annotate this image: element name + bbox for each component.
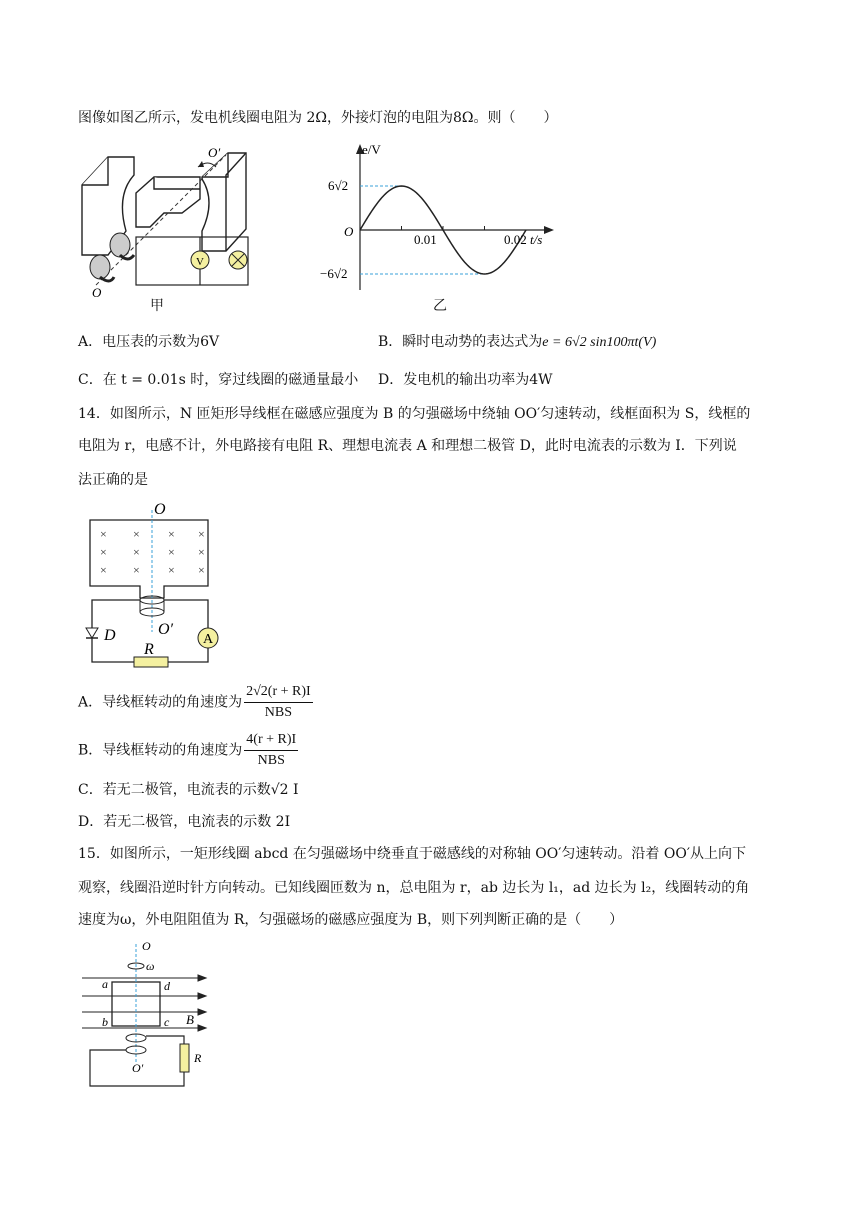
q14-label-a: A — [203, 632, 214, 647]
q14-label-o: O — [154, 502, 166, 518]
tick-label-neg: −6√2 — [320, 266, 348, 281]
q14-option-b — [78, 730, 298, 771]
q13-option-a: A．电压表的示数为6V — [78, 334, 220, 350]
q15-label-d: d — [164, 979, 170, 993]
label-o-prime: O′ — [208, 145, 221, 160]
q14-option-c: C．若无二极管，电流表的示数√2 I — [78, 782, 299, 798]
q15-label-a: a — [102, 977, 108, 991]
q14-option-a-prefix: A．导线框转动的角速度为 — [78, 694, 243, 711]
q13-option-b — [378, 332, 656, 353]
figure-yi-caption: 乙 — [433, 298, 447, 314]
field-cross-1-2: × — [168, 545, 175, 559]
voltmeter-label: V — [196, 256, 204, 268]
label-o: O — [92, 285, 102, 300]
q15-figure — [78, 940, 218, 1090]
q14-option-b-prefix: B．导线框转动的角速度为 — [78, 742, 243, 759]
field-cross-0-0: × — [100, 527, 107, 541]
q15-label-b-field: B — [186, 1012, 194, 1027]
tick-label-x1: 0.01 — [414, 232, 437, 247]
field-cross-2-2: × — [168, 563, 175, 577]
figure-jia-caption: 甲 — [150, 298, 164, 314]
field-cross-0-2: × — [168, 527, 175, 541]
q15-label-o: O — [142, 940, 151, 953]
q14-option-a — [78, 682, 313, 723]
field-cross-0-3: × — [198, 527, 205, 541]
q15-label-omega: ω — [146, 959, 155, 973]
q15-label-o-prime: O′ — [132, 1061, 144, 1075]
field-cross-2-3: × — [198, 563, 205, 577]
origin-label: O — [344, 224, 354, 239]
q15-stem-line1: 15．如图所示，一矩形线圈 abcd 在匀强磁场中绕垂直于磁感线的对称轴 OO′匀速转动。沿着 OO′从上向下 — [78, 846, 746, 862]
field-cross-1-1: × — [133, 545, 140, 559]
tick-label-x2: 0.02 — [504, 232, 527, 247]
q14-option-a-numerator: 2√2(r + R)I — [244, 682, 313, 703]
q15-stem-line2: 观察，线圈沿逆时针方向转动。已知线圈匝数为 n，总电阻为 r，ab 边长为 l₁，ad 边长为 l₂，线圈转动的角 — [78, 880, 750, 896]
tick-label-pos: 6√2 — [328, 178, 349, 193]
q14-label-d: D — [104, 627, 116, 644]
y-axis-label: e/V — [362, 142, 381, 157]
field-cross-0-1: × — [133, 527, 140, 541]
q14-label-r: R — [144, 641, 154, 658]
q15-label-b: b — [102, 1015, 108, 1029]
field-cross-1-3: × — [198, 545, 205, 559]
q14-stem-line2: 电阻为 r，电感不计，外电路接有电阻 R、理想电流表 A 和理想二极管 D，此时电流表的示数为 I．下列说 — [78, 438, 737, 454]
q13-option-d: D．发电机的输出功率为4W — [378, 372, 553, 388]
q14-option-a-denominator: NBS — [264, 705, 293, 720]
q15-stem-line3: 速度为ω，外电阻阻值为 R，匀强磁场的磁感应强度为 B，则下列判断正确的是（ ） — [78, 912, 624, 928]
field-cross-2-1: × — [133, 563, 140, 577]
q14-option-b-denominator: NBS — [257, 753, 285, 768]
coil — [136, 177, 200, 227]
field-cross-2-0: × — [100, 563, 107, 577]
q14-figure — [78, 502, 228, 672]
q14-stem-line1: 14．如图所示，N 匝矩形导线框在磁感应强度为 B 的匀强磁场中绕轴 OO′匀速转动，线框面积为 S，线框的 — [78, 406, 751, 422]
q14-option-d: D．若无二极管，电流表的示数 2I — [78, 814, 291, 830]
q15-label-c: c — [164, 1015, 170, 1029]
figure-jia-generator — [78, 145, 258, 315]
field-cross-1-0: × — [100, 545, 107, 559]
q14-option-b-numerator: 4(r + R)I — [244, 730, 298, 751]
q13-option-c: C．在 t = 0.01s 时，穿过线圈的磁通量最小 — [78, 372, 359, 388]
q14-stem-line3: 法正确的是 — [78, 472, 148, 488]
q14-option-b-fraction — [244, 730, 298, 771]
intro-line: 图像如图乙所示，发电机线圈电阻为 2Ω，外接灯泡的电阻为8Ω。则（ ） — [78, 110, 558, 126]
q13-option-b-prefix: B．瞬时电动势的表达式为 — [378, 334, 543, 350]
q13-option-b-expr: e = 6√2 sin100πt(V) — [542, 335, 657, 350]
q14-option-a-fraction — [244, 682, 313, 723]
x-axis-label: t/s — [530, 232, 543, 247]
q15-label-r: R — [194, 1051, 202, 1065]
figure-yi-chart — [308, 140, 568, 300]
magnet-right — [202, 153, 246, 251]
q14-label-o-prime: O′ — [158, 621, 174, 638]
